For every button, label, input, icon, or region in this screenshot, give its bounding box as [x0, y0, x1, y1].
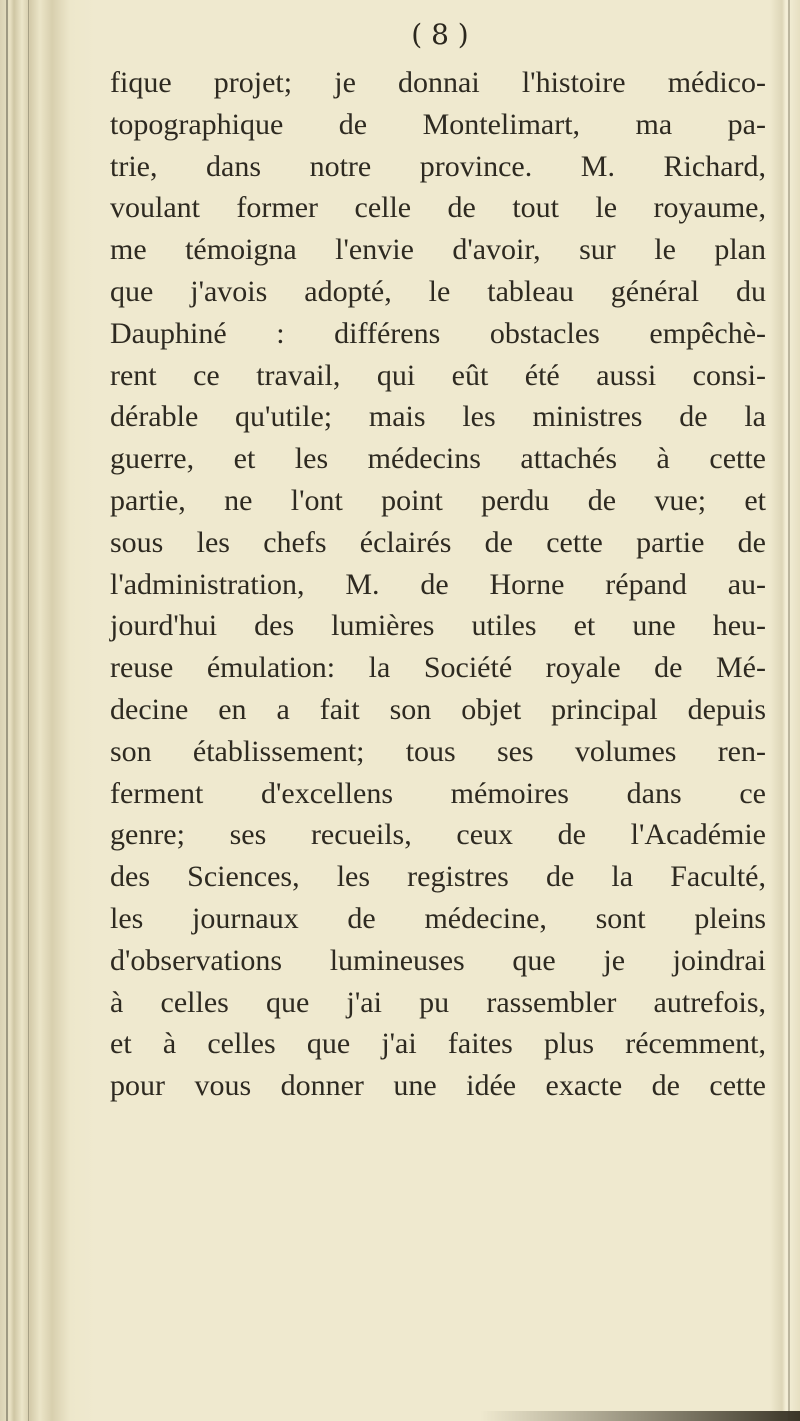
- text-line: fique projet; je donnai l'histoire médico-: [110, 66, 766, 99]
- text-line: guerre, et les médecins attachés à cette: [110, 442, 766, 476]
- text-line: sous les chefs éclairés de cette partie de: [110, 525, 766, 559]
- text-line: et à celles que j'ai faites plus récemment,: [110, 1027, 766, 1061]
- text-line: jourd'hui des lumières utiles et une heu-: [110, 609, 766, 643]
- text-line: à celles que j'ai pu rassembler autrefois,: [110, 985, 766, 1019]
- text-line: topographique de Montelimart, ma pa-: [110, 107, 766, 141]
- text-line: des Sciences, les registres de la Faculté,: [110, 860, 766, 894]
- text-line: d'observations lumineuses que je joindrai: [110, 943, 766, 977]
- body-text: [110, 62, 766, 1107]
- text-line: trie, dans notre province. M. Richard,: [110, 149, 766, 183]
- text-line: l'administration, M. de Horne répand au-: [110, 567, 766, 601]
- text-line: dérable qu'utile; mais les ministres de la: [110, 400, 766, 434]
- text-line: reuse émulation: la Société royale de Mé-: [110, 651, 766, 685]
- text-line: ferment d'excellens mémoires dans ce: [110, 776, 766, 810]
- text-line: que j'avois adopté, le tableau général du: [110, 274, 766, 308]
- text-line: genre; ses recueils, ceux de l'Académie: [110, 818, 766, 852]
- text-line: les journaux de médecine, sont pleins: [110, 901, 766, 935]
- text-line: decine en a fait son objet principal depuis: [110, 692, 766, 726]
- text-line: Dauphiné : différens obstacles empêchè-: [110, 316, 766, 350]
- adjacent-page-edge: [770, 0, 800, 1421]
- text-line: me témoigna l'envie d'avoir, sur le plan: [110, 233, 766, 267]
- page-number: ( 8 ): [411, 18, 469, 51]
- page-bottom-shadow: [480, 1411, 800, 1421]
- text-line: voulant former celle de tout le royaume,: [110, 191, 766, 225]
- text-line: rent ce travail, qui eût été aussi consi-: [110, 358, 766, 392]
- text-line: partie, ne l'ont point perdu de vue; et: [110, 483, 766, 517]
- text-line: pour vous donner une idée exacte de cette: [110, 1069, 766, 1103]
- text-line: son établissement; tous ses volumes ren-: [110, 734, 766, 768]
- book-binding-edge: [0, 0, 95, 1421]
